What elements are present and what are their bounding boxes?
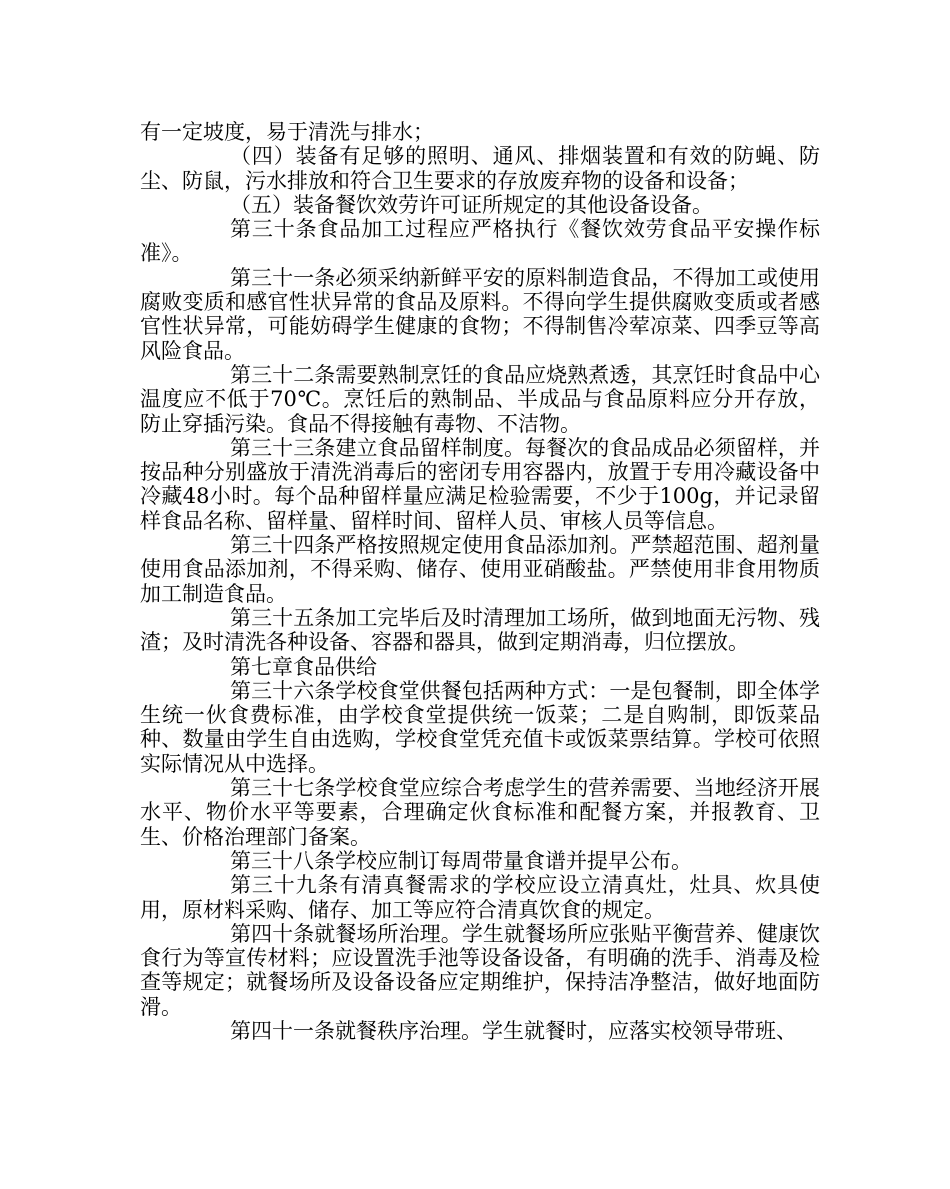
paragraph-article-35: 第三十五条加工完毕后及时清理加工场所，做到地面无污物、残渣；及时清洗各种设备、容器和器具，做到定期消毒，归位摆放。 [140,605,820,655]
paragraph-article-31: 第三十一条必须采纳新鲜平安的原料制造食品，不得加工或使用腐败变质和感官性状异常的食品及原料。不得向学生提供腐败变质或者感官性状异常，可能妨碍学生健康的食物；不得制售冷荤凉菜、四季豆等高风险食品。 [140,265,820,363]
paragraph-item-5: （五）装备餐饮效劳许可证所规定的其他设备设备。 [230,192,713,217]
paragraph-item-4: （四）装备有足够的照明、通风、排烟装置和有效的防蝇、防尘、防鼠，污水排放和符合卫生要求的存放废弃物的设备和设备； [140,144,820,193]
paragraph-article-41: 第四十一条就餐秩序治理。学生就餐时，应落实校领导带班、 [230,1018,797,1043]
paragraph-article-39: 第三十九条有清真餐需求的学校应设立清真灶，灶具、炊具使用，原材料采购、储存、加工等应符合清真饮食的规定。 [140,873,820,922]
paragraph-article-38: 第三十八条学校应制订每周带量食谱并提早公布。 [230,848,692,873]
chapter-heading: 第七章食品供给 [230,654,377,679]
paragraph-continuation: 有一定坡度，易于清洗与排水； [140,120,434,144]
paragraph-article-34: 第三十四条严格按照规定使用食品添加剂。严禁超范围、超剂量使用食品添加剂，不得采购、储存、使用亚硝酸盐。严禁使用非食用物质加工制造食品。 [140,533,820,606]
paragraph-article-30: 第三十条食品加工过程应严格执行《餐饮效劳食品平安操作标准》。 [140,217,820,266]
paragraph-article-40: 第四十条就餐场所治理。学生就餐场所应张贴平衡营养、健康饮食行为等宣传材料；应设置洗手池等设备设备，有明确的洗手、消毒及检查等规定；就餐场所及设备设备应定期维护，保持洁净整洁，做好地面防滑。 [140,921,820,1019]
paragraph-article-32: 第三十二条需要熟制烹饪的食品应烧熟煮透，其烹饪时食品中心温度应不低于70℃。烹饪后的熟制品、半成品与食品原料应分开存放，防止穿插污染。食品不得接触有毒物、不洁物。 [140,362,820,436]
paragraph-article-37: 第三十七条学校食堂应综合考虑学生的营养需要、当地经济开展水平、物价水平等要素，合理确定伙食标准和配餐方案，并报教育、卫生、价格治理部门备案。 [140,776,820,849]
paragraph-article-36: 第三十六条学校食堂供餐包括两种方式：一是包餐制，即全体学生统一伙食费标准，由学校食堂提供统一饭菜；二是自购制，即饭菜品种、数量由学生自由选购，学校食堂凭充值卡或饭菜票结算。学校可依照实际情况从中选择。 [140,678,820,776]
paragraph-article-33: 第三十三条建立食品留样制度。每餐次的食品成品必须留样，并按品种分别盛放于清洗消毒后的密闭专用容器内，放置于专用冷藏设备中冷藏48小时。每个品种留样量应满足检验需要，不少于100g，并记录留样食品名称、留样量、留样时间、留样人员、审核人员等信息。 [140,435,820,533]
document-page [140,120,820,1043]
